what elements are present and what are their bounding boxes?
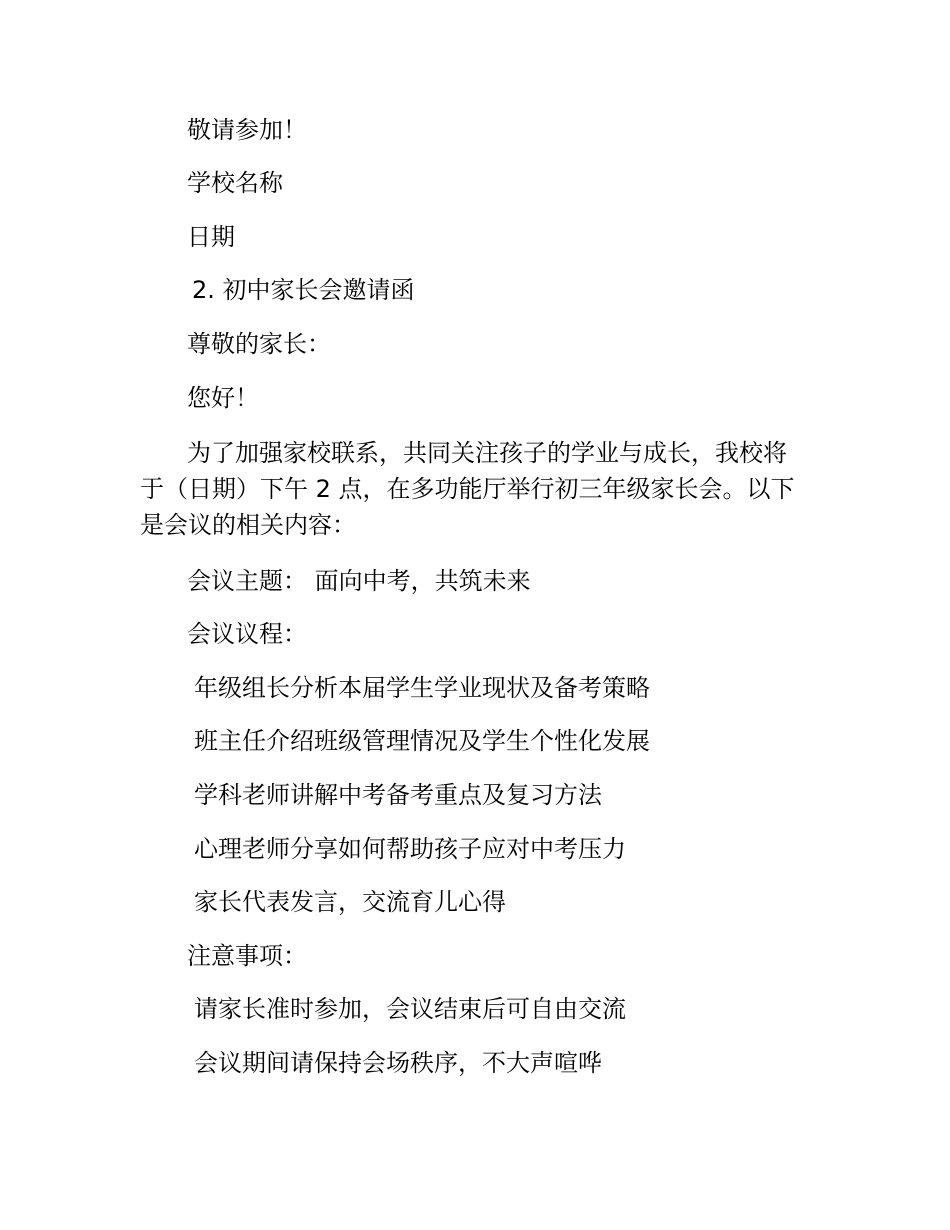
greeting: 您好！ — [187, 384, 259, 412]
intro-paragraph — [140, 435, 815, 543]
agenda-item: 年级组长分析本届学生学业现状及备考策略 — [194, 674, 650, 702]
section-heading: 2. 初中家长会邀请函 — [192, 276, 415, 304]
notes-item: 请家长准时参加，会议结束后可自由交流 — [194, 995, 626, 1023]
meeting-theme: 会议主题： 面向中考，共筑未来 — [187, 567, 531, 595]
closing-line-date: 日期 — [187, 223, 235, 251]
intro-line-2: 于（日期）下午 2 点，在多功能厅举行初三年级家长会。以下 — [140, 475, 795, 503]
agenda-item: 心理老师分享如何帮助孩子应对中考压力 — [194, 835, 626, 863]
closing-line-please-attend: 敬请参加！ — [187, 116, 307, 144]
agenda-item: 家长代表发言，交流育儿心得 — [194, 888, 506, 916]
closing-line-school-name: 学校名称 — [187, 169, 283, 197]
intro-line-3: 是会议的相关内容： — [140, 511, 356, 539]
agenda-item: 班主任介绍班级管理情况及学生个性化发展 — [194, 727, 650, 755]
notes-label: 注意事项： — [187, 942, 307, 970]
agenda-label: 会议议程： — [187, 620, 307, 648]
salutation: 尊敬的家长： — [187, 330, 331, 358]
intro-line-1: 为了加强家校联系，共同关注孩子的学业与成长，我校将 — [187, 439, 787, 467]
agenda-item: 学科老师讲解中考备考重点及复习方法 — [194, 781, 602, 809]
notes-item: 会议期间请保持会场秩序，不大声喧哗 — [194, 1049, 602, 1077]
